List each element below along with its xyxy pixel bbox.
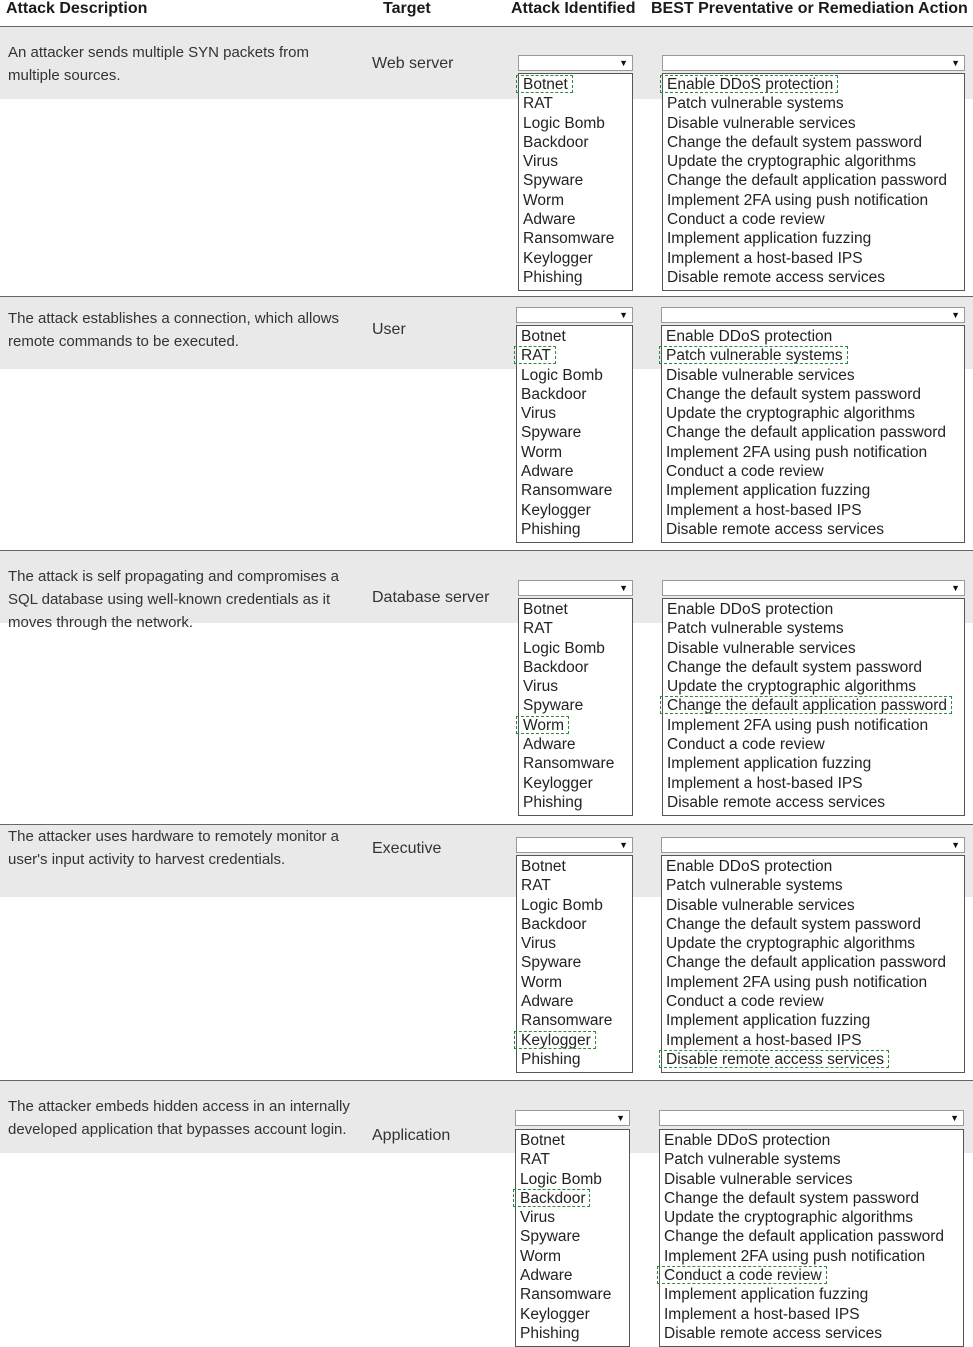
attack-option[interactable] xyxy=(517,385,632,404)
option-label: Implement application fuzzing xyxy=(667,230,872,248)
attack-option[interactable] xyxy=(516,1305,629,1324)
attack-option[interactable] xyxy=(516,1266,629,1285)
attack-option[interactable] xyxy=(517,934,632,953)
option-label: Implement a host-based IPS xyxy=(664,1305,860,1323)
option-label: RAT xyxy=(520,1151,550,1169)
action-options-list xyxy=(661,855,965,1073)
action-option[interactable] xyxy=(662,973,964,992)
option-label: Spyware xyxy=(523,697,584,715)
option-label: Worm xyxy=(523,716,565,734)
action-option[interactable] xyxy=(663,774,964,793)
option-label: Backdoor xyxy=(523,133,589,151)
action-option[interactable] xyxy=(663,229,964,248)
option-label: Botnet xyxy=(521,328,566,345)
option-label: Implement 2FA using push notification xyxy=(667,191,929,209)
option-label: Implement a host-based IPS xyxy=(667,774,863,792)
attack-option[interactable] xyxy=(519,75,632,94)
attack-dropdown[interactable] xyxy=(518,55,633,71)
option-label: Implement application fuzzing xyxy=(666,1012,871,1030)
action-options-list xyxy=(661,325,965,543)
dropdown-arrow-icon[interactable]: ▼ xyxy=(950,1113,959,1123)
question-row xyxy=(0,296,973,550)
option-label: Disable vulnerable services xyxy=(666,896,855,914)
question-row xyxy=(0,26,973,296)
option-label: Worm xyxy=(523,191,565,209)
attack-option[interactable] xyxy=(519,229,632,248)
action-option[interactable] xyxy=(662,423,964,442)
attack-option[interactable] xyxy=(517,462,632,481)
action-options-list xyxy=(662,73,965,291)
option-label: Conduct a code review xyxy=(667,211,825,229)
action-option[interactable] xyxy=(660,1305,963,1324)
option-label: Keylogger xyxy=(521,501,591,519)
attack-option[interactable] xyxy=(519,619,632,638)
action-option[interactable] xyxy=(662,857,964,876)
option-label: Change the default system password xyxy=(667,658,923,676)
option-label: Virus xyxy=(523,153,559,171)
action-option[interactable] xyxy=(660,1247,963,1266)
action-option[interactable] xyxy=(660,1285,963,1304)
attack-options-list xyxy=(516,325,633,543)
option-label: Enable DDoS protection xyxy=(666,858,833,875)
option-label: Update the cryptographic algorithms xyxy=(666,935,915,953)
attack-option[interactable] xyxy=(517,481,632,500)
header-attack-description: Attack Description xyxy=(6,0,148,17)
dropdown-arrow-icon[interactable]: ▼ xyxy=(619,583,628,593)
attack-option[interactable] xyxy=(517,876,632,895)
option-label: Implement 2FA using push notification xyxy=(664,1247,926,1265)
attack-description: The attack establishes a connection, which allows remote commands to be executed. xyxy=(8,310,340,350)
action-option[interactable] xyxy=(663,191,964,210)
option-label: Keylogger xyxy=(523,249,593,267)
attack-option[interactable] xyxy=(517,915,632,934)
target-label: User xyxy=(372,321,406,338)
option-label: Adware xyxy=(521,463,574,481)
option-label: Implement 2FA using push notification xyxy=(667,716,929,734)
attack-option[interactable] xyxy=(519,191,632,210)
option-label: Ransomware xyxy=(520,1286,612,1304)
action-option[interactable] xyxy=(663,133,964,152)
attack-option[interactable] xyxy=(517,1050,632,1069)
option-label: Implement 2FA using push notification xyxy=(666,973,928,991)
attack-option[interactable] xyxy=(516,1131,629,1150)
attack-description: The attacker uses hardware to remotely monitor a user's input activity to harvest credentials. xyxy=(8,828,339,868)
option-label: Disable remote access services xyxy=(664,1324,882,1342)
action-option[interactable] xyxy=(662,327,964,346)
option-label: Patch vulnerable systems xyxy=(666,347,843,365)
action-option[interactable] xyxy=(660,1189,963,1208)
option-label: Botnet xyxy=(523,76,568,93)
option-label: RAT xyxy=(523,95,553,113)
dropdown-arrow-icon[interactable]: ▼ xyxy=(619,840,628,850)
attack-option[interactable] xyxy=(519,696,632,715)
option-label: Enable DDoS protection xyxy=(664,1132,831,1149)
action-option[interactable] xyxy=(663,114,964,133)
attack-option[interactable] xyxy=(517,973,632,992)
action-option[interactable] xyxy=(662,1050,964,1069)
action-option[interactable] xyxy=(663,658,964,677)
question-row xyxy=(0,824,973,1080)
attack-options-list xyxy=(516,855,633,1073)
attack-option[interactable] xyxy=(519,114,632,133)
action-option[interactable] xyxy=(663,75,964,94)
option-label: Logic Bomb xyxy=(523,639,605,657)
action-option[interactable] xyxy=(662,953,964,972)
attack-option[interactable] xyxy=(519,658,632,677)
option-label: Disable remote access services xyxy=(667,268,885,286)
option-label: Disable remote access services xyxy=(666,520,884,538)
attack-option[interactable] xyxy=(519,268,632,287)
attack-option[interactable] xyxy=(517,366,632,385)
option-label: Virus xyxy=(523,678,559,696)
option-label: Disable vulnerable services xyxy=(664,1170,853,1188)
attack-option[interactable] xyxy=(517,443,632,462)
attack-option[interactable] xyxy=(519,793,632,812)
action-option[interactable] xyxy=(663,619,964,638)
option-label: Ransomware xyxy=(523,230,615,248)
action-option[interactable] xyxy=(662,520,964,539)
action-option[interactable] xyxy=(662,385,964,404)
option-label: Disable vulnerable services xyxy=(666,366,855,384)
option-label: Adware xyxy=(523,211,576,229)
attack-option[interactable] xyxy=(519,735,632,754)
attack-option[interactable] xyxy=(519,249,632,268)
option-label: Conduct a code review xyxy=(664,1267,822,1285)
action-option[interactable] xyxy=(663,94,964,113)
option-label: Spyware xyxy=(521,954,582,972)
action-dropdown[interactable] xyxy=(661,307,965,323)
option-label: Patch vulnerable systems xyxy=(667,95,844,113)
attack-option[interactable] xyxy=(519,754,632,773)
option-label: Change the default application password xyxy=(666,954,947,972)
attack-option[interactable] xyxy=(517,346,632,365)
attack-option[interactable] xyxy=(516,1227,629,1246)
option-label: Virus xyxy=(521,405,557,423)
attack-dropdown[interactable] xyxy=(516,837,633,853)
attack-option[interactable] xyxy=(516,1150,629,1169)
attack-options-list xyxy=(515,1129,630,1347)
action-option[interactable] xyxy=(662,462,964,481)
option-label: Implement a host-based IPS xyxy=(666,501,862,519)
option-label: Change the default application password xyxy=(666,424,947,442)
action-option[interactable] xyxy=(662,501,964,520)
action-option[interactable] xyxy=(663,152,964,171)
action-option[interactable] xyxy=(662,481,964,500)
option-label: Adware xyxy=(523,736,576,754)
attack-option[interactable] xyxy=(516,1170,629,1189)
attack-option[interactable] xyxy=(517,953,632,972)
option-label: Virus xyxy=(520,1209,556,1227)
option-label: Keylogger xyxy=(523,774,593,792)
option-label: Change the default application password xyxy=(664,1228,945,1246)
action-option[interactable] xyxy=(662,1031,964,1050)
attack-option[interactable] xyxy=(517,501,632,520)
action-option[interactable] xyxy=(663,600,964,619)
action-dropdown[interactable] xyxy=(662,580,965,596)
attack-option[interactable] xyxy=(516,1208,629,1227)
action-option[interactable] xyxy=(663,210,964,229)
attack-option[interactable] xyxy=(517,327,632,346)
option-label: RAT xyxy=(523,620,553,638)
attack-option[interactable] xyxy=(517,520,632,539)
option-label: Phishing xyxy=(521,520,581,538)
action-option[interactable] xyxy=(662,346,964,365)
action-option[interactable] xyxy=(660,1208,963,1227)
option-label: Logic Bomb xyxy=(520,1170,602,1188)
option-label: Spyware xyxy=(520,1228,581,1246)
action-option[interactable] xyxy=(660,1266,963,1285)
action-option[interactable] xyxy=(660,1150,963,1169)
attack-option[interactable] xyxy=(517,1011,632,1030)
action-option[interactable] xyxy=(663,735,964,754)
option-label: Botnet xyxy=(521,858,566,875)
option-label: Update the cryptographic algorithms xyxy=(666,405,915,423)
attack-option[interactable] xyxy=(519,639,632,658)
option-label: Backdoor xyxy=(521,385,587,403)
table-header xyxy=(0,0,973,24)
attack-option[interactable] xyxy=(517,1031,632,1050)
attack-options-list xyxy=(518,73,633,291)
option-label: Implement application fuzzing xyxy=(666,482,871,500)
option-label: Update the cryptographic algorithms xyxy=(667,153,916,171)
option-label: Implement a host-based IPS xyxy=(667,249,863,267)
action-option[interactable] xyxy=(662,992,964,1011)
dropdown-arrow-icon[interactable]: ▼ xyxy=(619,310,628,320)
option-label: Patch vulnerable systems xyxy=(666,877,843,895)
option-label: Patch vulnerable systems xyxy=(667,620,844,638)
dropdown-arrow-icon[interactable]: ▼ xyxy=(951,58,960,68)
option-label: Update the cryptographic algorithms xyxy=(664,1209,913,1227)
option-label: Botnet xyxy=(520,1132,565,1149)
action-option[interactable] xyxy=(663,639,964,658)
target-label: Web server xyxy=(372,55,454,72)
action-option[interactable] xyxy=(662,443,964,462)
action-option[interactable] xyxy=(663,716,964,735)
header-attack-identified: Attack Identified xyxy=(511,0,636,17)
option-label: Change the default application password xyxy=(667,697,948,715)
option-label: Logic Bomb xyxy=(521,896,603,914)
attack-option[interactable] xyxy=(517,992,632,1011)
attack-description: An attacker sends multiple SYN packets from multiple sources. xyxy=(8,44,309,84)
option-label: Update the cryptographic algorithms xyxy=(667,678,916,696)
action-option[interactable] xyxy=(660,1170,963,1189)
option-label: Adware xyxy=(521,993,574,1011)
action-dropdown[interactable] xyxy=(662,55,965,71)
attack-option[interactable] xyxy=(516,1247,629,1266)
option-label: Backdoor xyxy=(521,915,587,933)
action-option[interactable] xyxy=(663,696,964,715)
option-label: RAT xyxy=(521,347,551,365)
action-options-list xyxy=(659,1129,964,1347)
option-label: Logic Bomb xyxy=(521,366,603,384)
action-option[interactable] xyxy=(660,1131,963,1150)
attack-options-list xyxy=(518,598,633,816)
option-label: Conduct a code review xyxy=(666,993,824,1011)
action-option[interactable] xyxy=(663,171,964,190)
action-option[interactable] xyxy=(662,1011,964,1030)
target-label: Database server xyxy=(372,589,490,606)
attack-option[interactable] xyxy=(519,171,632,190)
option-label: Worm xyxy=(521,443,563,461)
option-label: Conduct a code review xyxy=(666,463,824,481)
option-label: Ransomware xyxy=(523,755,615,773)
header-target: Target xyxy=(383,0,431,17)
action-option[interactable] xyxy=(662,404,964,423)
action-option[interactable] xyxy=(662,896,964,915)
action-option[interactable] xyxy=(663,268,964,287)
option-label: Worm xyxy=(521,973,563,991)
option-label: Patch vulnerable systems xyxy=(664,1151,841,1169)
action-option[interactable] xyxy=(660,1227,963,1246)
attack-dropdown[interactable] xyxy=(516,307,633,323)
option-label: Enable DDoS protection xyxy=(667,601,834,618)
option-label: Botnet xyxy=(523,601,568,618)
dropdown-arrow-icon[interactable]: ▼ xyxy=(951,840,960,850)
option-label: Conduct a code review xyxy=(667,736,825,754)
option-label: Backdoor xyxy=(523,658,589,676)
attack-option[interactable] xyxy=(519,133,632,152)
action-option[interactable] xyxy=(662,934,964,953)
attack-option[interactable] xyxy=(519,600,632,619)
action-option[interactable] xyxy=(663,677,964,696)
option-label: Change the default system password xyxy=(664,1189,920,1207)
action-option[interactable] xyxy=(663,754,964,773)
attack-option[interactable] xyxy=(519,716,632,735)
option-label: Adware xyxy=(520,1267,573,1285)
option-label: Virus xyxy=(521,935,557,953)
attack-dropdown[interactable] xyxy=(515,1110,630,1126)
action-dropdown[interactable] xyxy=(661,837,965,853)
action-option[interactable] xyxy=(663,793,964,812)
option-label: Phishing xyxy=(520,1324,580,1342)
attack-description: The attacker embeds hidden access in an internally developed application that bypasses account login. xyxy=(8,1098,350,1138)
option-label: Implement 2FA using push notification xyxy=(666,443,928,461)
option-label: Disable vulnerable services xyxy=(667,639,856,657)
target-label: Application xyxy=(372,1127,451,1144)
attack-option[interactable] xyxy=(517,896,632,915)
action-option[interactable] xyxy=(662,915,964,934)
attack-description: The attack is self propagating and compromises a SQL database using well-known credentials as it moves through the network. xyxy=(8,568,340,631)
option-label: Phishing xyxy=(523,793,583,811)
option-label: Enable DDoS protection xyxy=(666,328,833,345)
option-label: Ransomware xyxy=(521,1012,613,1030)
option-label: Keylogger xyxy=(521,1031,591,1049)
dropdown-arrow-icon[interactable]: ▼ xyxy=(951,583,960,593)
dropdown-arrow-icon[interactable]: ▼ xyxy=(619,58,628,68)
option-label: Ransomware xyxy=(521,482,613,500)
option-label: Disable remote access services xyxy=(666,1050,884,1068)
option-label: Keylogger xyxy=(520,1305,590,1323)
action-options-list xyxy=(662,598,965,816)
option-label: Spyware xyxy=(521,424,582,442)
option-label: Spyware xyxy=(523,172,584,190)
option-label: Phishing xyxy=(523,268,583,286)
option-label: Disable remote access services xyxy=(667,793,885,811)
option-label: Disable vulnerable services xyxy=(667,114,856,132)
option-label: Change the default application password xyxy=(667,172,948,190)
option-label: Implement application fuzzing xyxy=(664,1286,869,1304)
dropdown-arrow-icon[interactable]: ▼ xyxy=(951,310,960,320)
attack-option[interactable] xyxy=(516,1285,629,1304)
option-label: Phishing xyxy=(521,1050,581,1068)
question-row xyxy=(0,550,973,824)
option-label: RAT xyxy=(521,877,551,895)
attack-option[interactable] xyxy=(519,94,632,113)
attack-option[interactable] xyxy=(519,210,632,229)
option-label: Change the default system password xyxy=(666,385,922,403)
attack-option[interactable] xyxy=(516,1324,629,1343)
attack-option[interactable] xyxy=(519,677,632,696)
action-option[interactable] xyxy=(660,1324,963,1343)
attack-option[interactable] xyxy=(517,404,632,423)
attack-option[interactable] xyxy=(519,152,632,171)
target-label: Executive xyxy=(372,840,442,857)
attack-option[interactable] xyxy=(516,1189,629,1208)
attack-dropdown[interactable] xyxy=(518,580,633,596)
attack-option[interactable] xyxy=(517,857,632,876)
action-option[interactable] xyxy=(663,249,964,268)
attack-option[interactable] xyxy=(519,774,632,793)
attack-option[interactable] xyxy=(517,423,632,442)
action-option[interactable] xyxy=(662,876,964,895)
option-label: Implement a host-based IPS xyxy=(666,1031,862,1049)
option-label: Implement application fuzzing xyxy=(667,755,872,773)
option-label: Backdoor xyxy=(520,1189,586,1207)
option-label: Change the default system password xyxy=(667,133,923,151)
header-best-action: BEST Preventative or Remediation Action xyxy=(651,0,968,17)
option-label: Change the default system password xyxy=(666,915,922,933)
option-label: Logic Bomb xyxy=(523,114,605,132)
action-option[interactable] xyxy=(662,366,964,385)
question-row xyxy=(0,1080,973,1346)
dropdown-arrow-icon[interactable]: ▼ xyxy=(616,1113,625,1123)
action-dropdown[interactable] xyxy=(659,1110,964,1126)
option-label: Worm xyxy=(520,1247,562,1265)
option-label: Enable DDoS protection xyxy=(667,76,834,93)
